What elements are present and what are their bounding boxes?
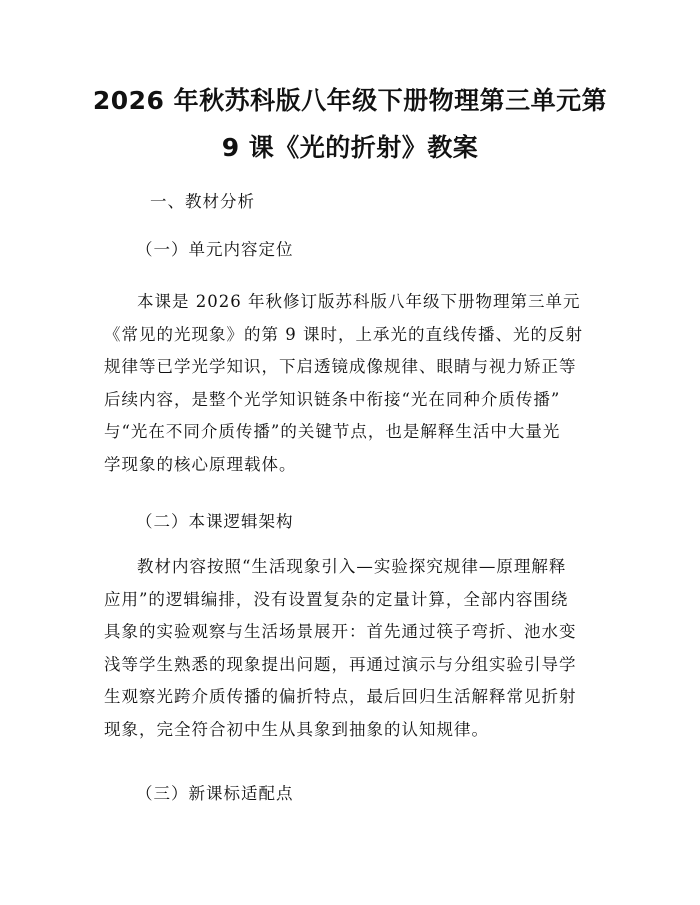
paragraph-line: 浅等学生熟悉的现象提出问题，再通过演示与分组实验引导学 — [104, 654, 577, 674]
subsection-heading-logic-structure: （二）本课逻辑架构 — [136, 512, 294, 531]
paragraph-line: 与“光在不同介质传播”的关键节点，也是解释生活中大量光 — [104, 422, 561, 442]
paragraph-line: 教材内容按照“生活现象引入—实验探究规律—原理解释 — [137, 557, 567, 576]
subsection-heading-curriculum-standard: （三）新课标适配点 — [136, 784, 294, 803]
paragraph-line: 学现象的核心原理载体。 — [104, 454, 297, 474]
paragraph-line: 本课是 2026 年秋修订版苏科版八年级下册物理第三单元 — [137, 292, 581, 311]
paragraph-unit-positioning — [104, 286, 604, 482]
paragraph-line: 具象的实验观察与生活场景展开：首先通过筷子弯折、池水变 — [104, 622, 577, 642]
paragraph-line: 后续内容，是整个光学知识链条中衔接“光在同种介质传播” — [104, 389, 561, 409]
paragraph-logic-structure — [104, 551, 604, 747]
document-title-line-2: 9 课《光的折射》教案 — [221, 133, 479, 162]
paragraph-line: 生观察光跨介质传播的偏折特点，最后回归生活解释常见折射 — [104, 687, 577, 707]
paragraph-line: 规律等已学光学知识，下启透镜成像规律、眼睛与视力矫正等 — [104, 357, 577, 377]
paragraph-line: 应用”的逻辑编排，没有设置复杂的定量计算，全部内容围绕 — [104, 589, 569, 609]
paragraph-line: 《常见的光现象》的第 9 课时，上承光的直线传播、光的反射 — [104, 324, 583, 344]
paragraph-line: 现象，完全符合初中生从具象到抽象的认知规律。 — [104, 719, 489, 739]
subsection-heading-unit-positioning: （一）单元内容定位 — [136, 240, 294, 259]
section-heading-teaching-material-analysis: 一、教材分析 — [150, 192, 255, 211]
document-title-line-1: 2026 年秋苏科版八年级下册物理第三单元第 — [92, 86, 608, 115]
